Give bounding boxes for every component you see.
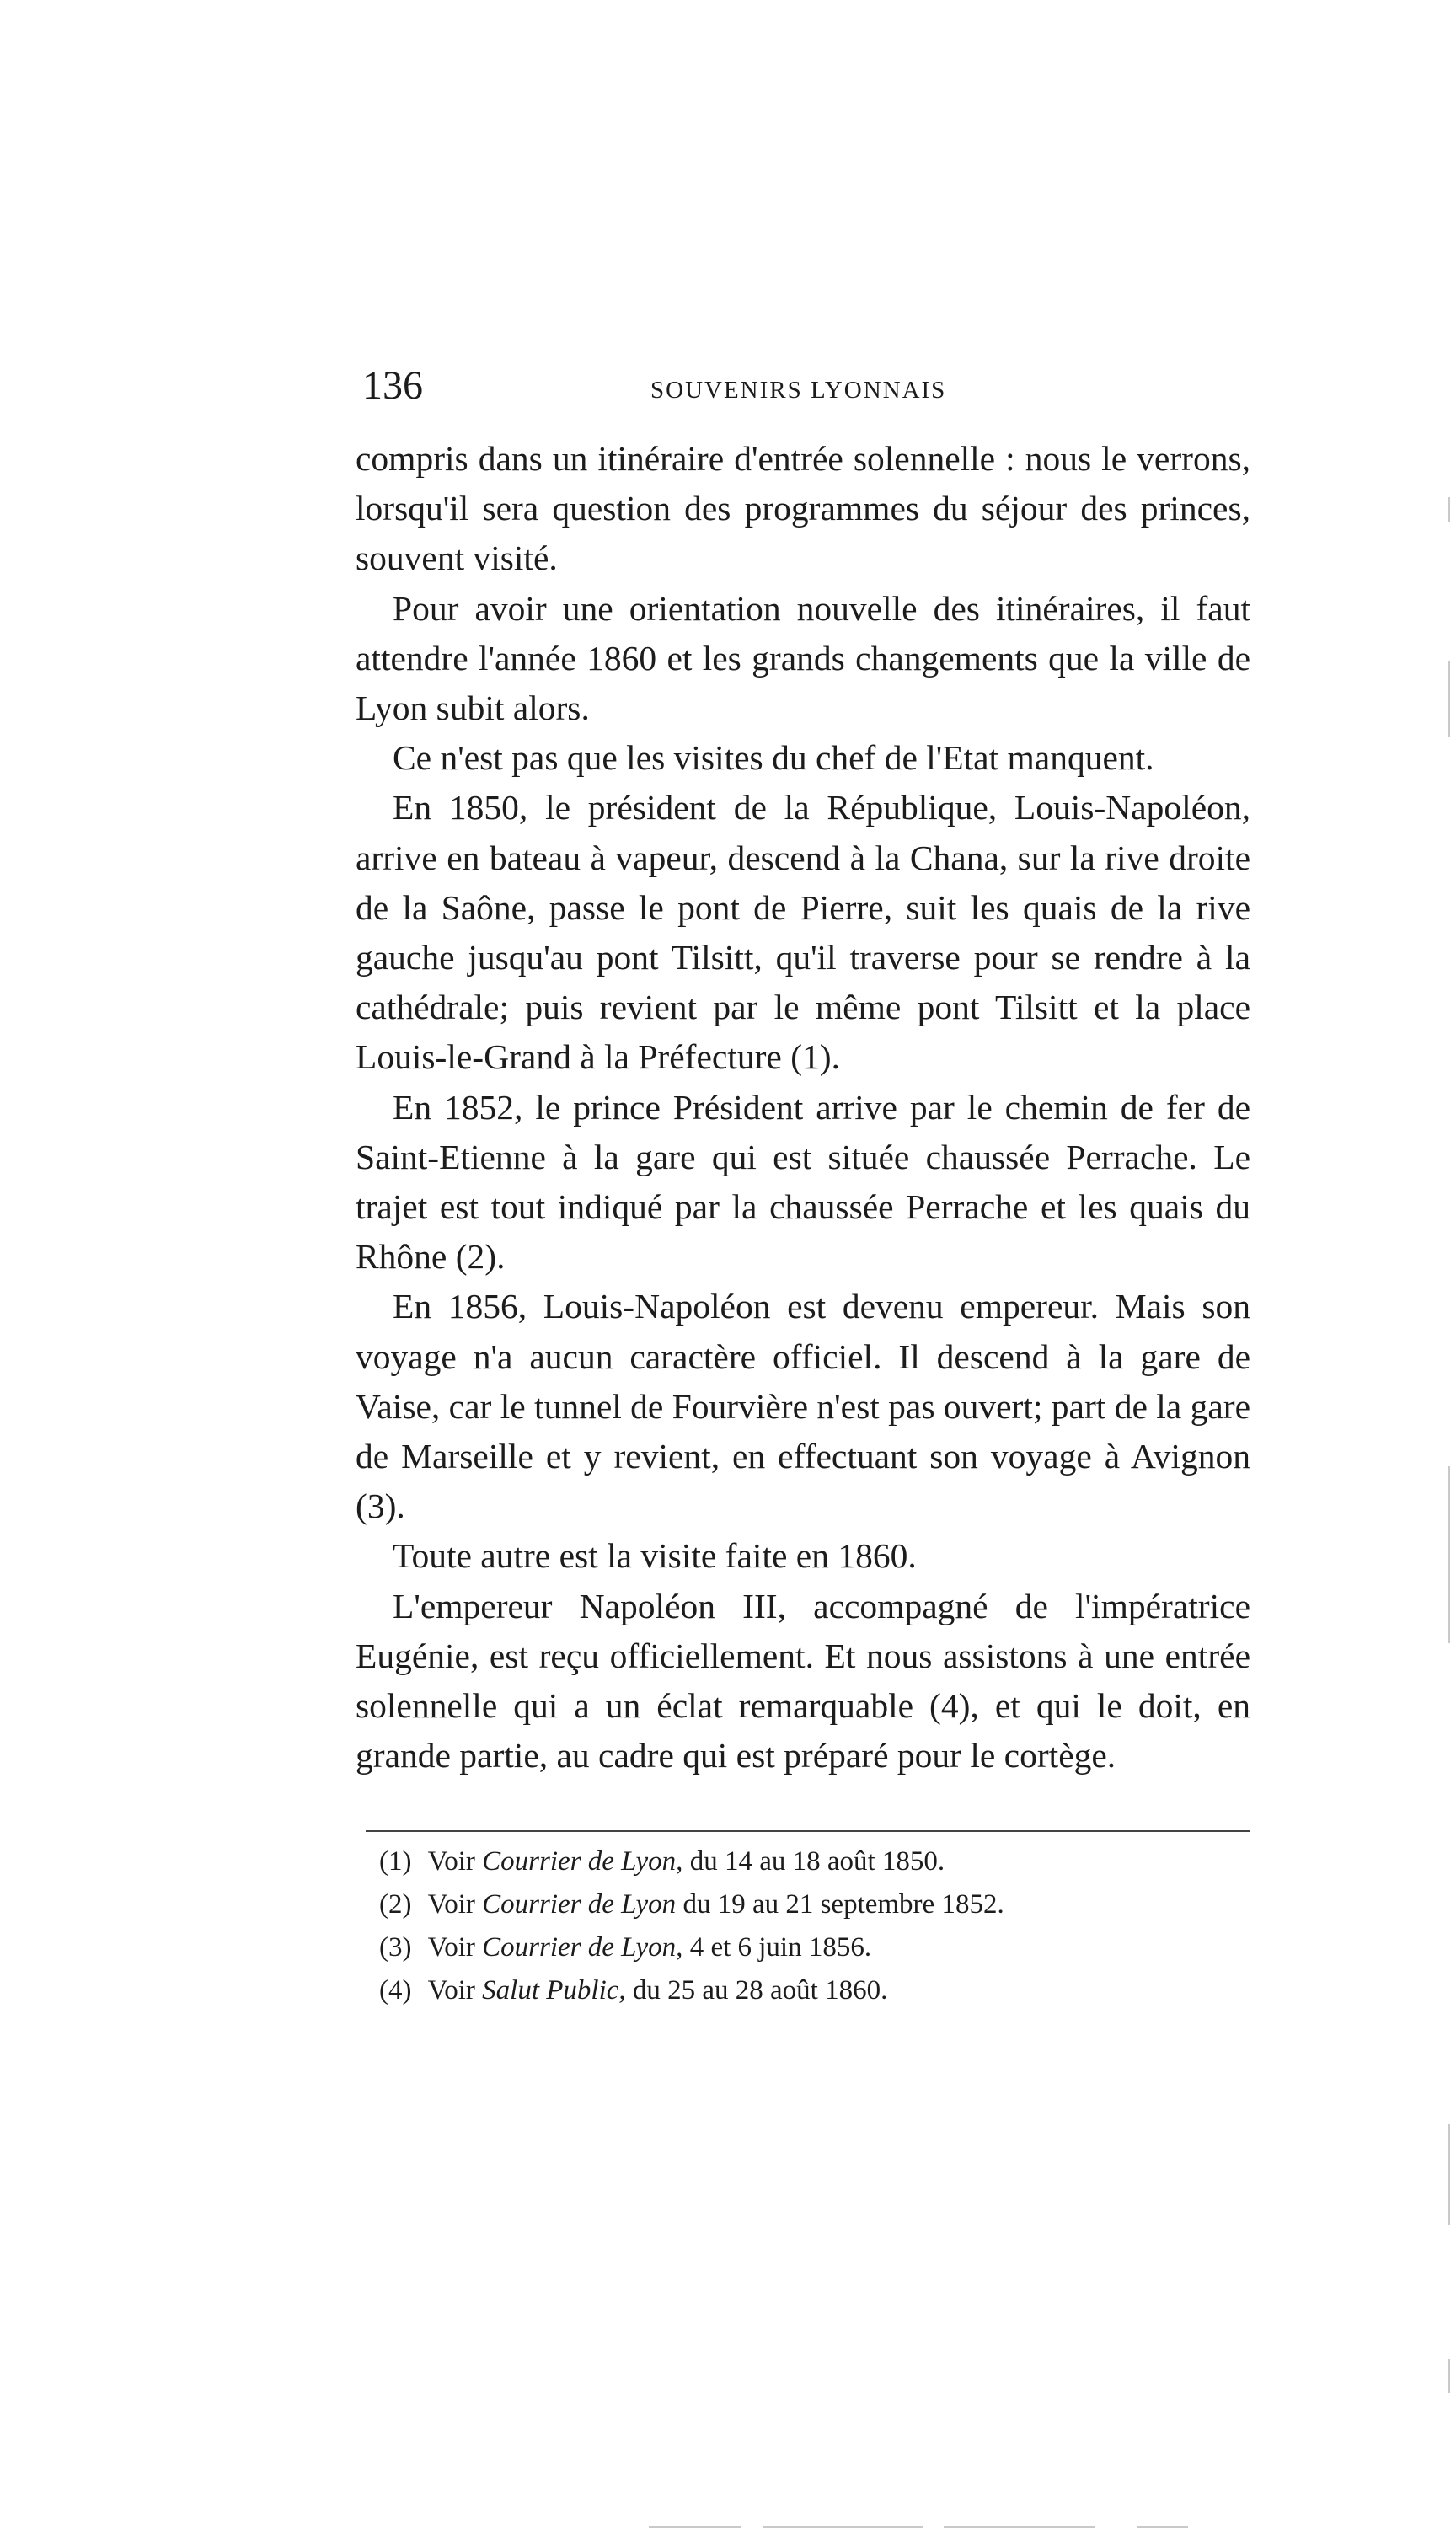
scan-artifact-mark bbox=[1448, 1466, 1450, 1643]
footnotes bbox=[379, 1840, 1247, 2012]
footnote-lead: Voir bbox=[427, 1889, 475, 1920]
footnote-source: Courrier de Lyon, bbox=[482, 1846, 683, 1877]
footnote-number: (1) bbox=[379, 1846, 412, 1877]
footnote-source: Courrier de Lyon bbox=[482, 1889, 677, 1920]
footnote-1 bbox=[379, 1840, 1247, 1883]
paragraph: Toute autre est la visite faite en 1860. bbox=[393, 1536, 917, 1576]
footnote-number: (2) bbox=[379, 1889, 412, 1920]
paragraph-continued: compris dans un itinéraire d'entrée solennelle : nous le verrons, lorsqu'il sera question des programmes du séjour des princes, souvent visité. bbox=[356, 439, 1250, 578]
footnote-lead: Voir bbox=[427, 1846, 475, 1877]
footnote-detail: du 25 au 28 août 1860. bbox=[632, 1975, 888, 2006]
scan-artifact-mark bbox=[1448, 2124, 1450, 2225]
scan-artifact-mark bbox=[763, 2526, 923, 2528]
footnote-separator bbox=[366, 1830, 1250, 1832]
paragraph: En 1852, le prince Président arrive par le chemin de fer de Saint-Etienne à la gare qui est située chaussée Perrache. Le trajet est tout indiqué par la chaussée Perrache et les quais du Rhône (2). bbox=[356, 1087, 1250, 1277]
footnote-2 bbox=[379, 1883, 1247, 1926]
footnote-source: Salut Public, bbox=[482, 1975, 626, 2006]
scan-artifact-mark bbox=[944, 2526, 1095, 2528]
scan-artifact-mark bbox=[649, 2526, 741, 2528]
paragraph: En 1850, le président de la République, Louis-Napoléon, arrive en bateau à vapeur, descend à la Chana, sur la rive droite de la Saône, passe le pont de Pierre, suit les quais de la rive gauche jusqu'au pont Tilsitt, qu'il traverse pour se rendre à la cathédrale; puis revient par le même pont Tilsitt et la place Louis-le-Grand à la Préfecture (1). bbox=[356, 788, 1250, 1077]
footnote-detail: du 19 au 21 septembre 1852. bbox=[682, 1889, 1004, 1920]
paragraph: L'empereur Napoléon III, accompagné de l'impératrice Eugénie, est reçu officiellement. Et nous assistons à une entrée solennelle qui a un éclat remarquable (4), et qui le doit, en grande partie, au cadre qui est préparé pour le cortège. bbox=[356, 1586, 1250, 1775]
footnote-lead: Voir bbox=[427, 1975, 475, 2006]
scan-artifact-mark bbox=[1448, 661, 1450, 737]
page-number: 136 bbox=[362, 363, 423, 408]
body-text bbox=[356, 434, 1250, 1781]
footnote-detail: 4 et 6 juin 1856. bbox=[689, 1932, 872, 1963]
footnote-number: (4) bbox=[379, 1975, 412, 2006]
paragraph: Pour avoir une orientation nouvelle des itinéraires, il faut attendre l'année 1860 et les grands changements que la ville de Lyon subit alors. bbox=[356, 588, 1250, 728]
running-title: SOUVENIRS LYONNAIS bbox=[650, 377, 947, 404]
paragraph: En 1856, Louis-Napoléon est devenu empereur. Mais son voyage n'a aucun caractère officiel. Il descend à la gare de Vaise, car le tunnel de Fourvière n'est pas ouvert; part de la gare de Marseille et y revient, en effectuant son voyage à Avignon (3). bbox=[356, 1287, 1250, 1526]
footnote-source: Courrier de Lyon, bbox=[482, 1932, 683, 1963]
footnote-number: (3) bbox=[379, 1932, 412, 1963]
paragraph: Ce n'est pas que les visites du chef de l'Etat manquent. bbox=[393, 738, 1154, 778]
footnote-detail: du 14 au 18 août 1850. bbox=[689, 1846, 945, 1877]
running-head bbox=[356, 361, 1249, 411]
footnote-3 bbox=[379, 1926, 1247, 1969]
footnote-lead: Voir bbox=[427, 1932, 475, 1963]
scan-artifact-mark bbox=[1448, 2359, 1450, 2393]
scan-artifact-mark bbox=[1448, 497, 1450, 522]
scan-artifact-mark bbox=[1138, 2526, 1188, 2528]
footnote-4 bbox=[379, 1969, 1247, 2012]
